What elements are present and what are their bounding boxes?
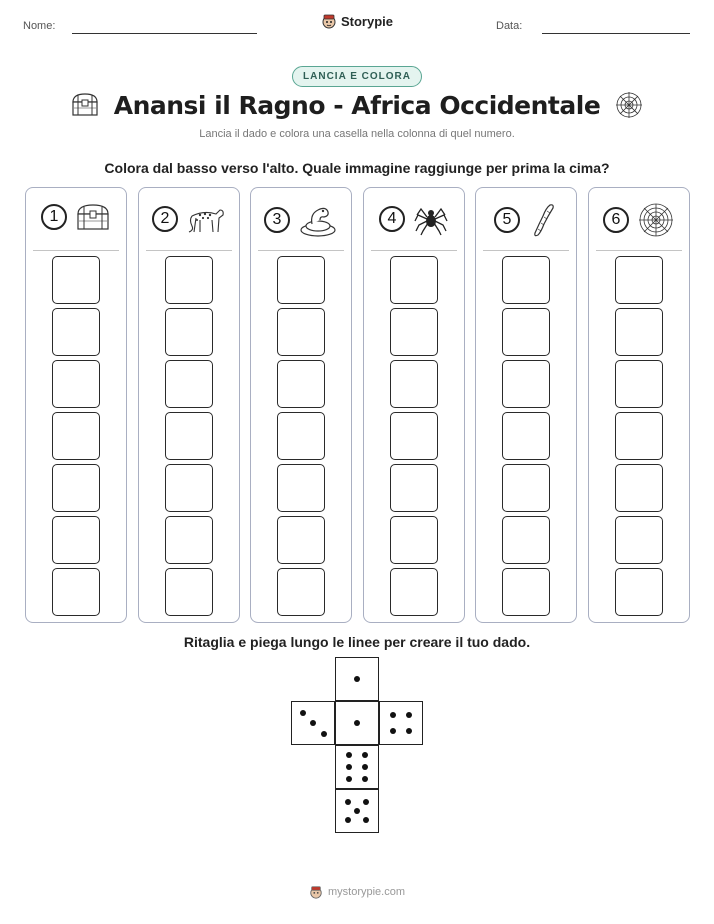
die-face-1[interactable] (335, 657, 379, 701)
storypie-mascot-icon (321, 13, 337, 29)
color-box[interactable] (390, 412, 438, 460)
color-box[interactable] (615, 568, 663, 616)
color-box[interactable] (165, 464, 213, 512)
die-pip (362, 764, 368, 770)
die-pip (362, 776, 368, 782)
color-box[interactable] (165, 516, 213, 564)
color-box[interactable] (52, 308, 100, 356)
die-pip (406, 712, 412, 718)
die-pip (321, 731, 327, 737)
color-box[interactable] (277, 516, 325, 564)
color-box[interactable] (502, 412, 550, 460)
column-6 (588, 187, 690, 623)
color-box[interactable] (52, 568, 100, 616)
die-pip (300, 710, 306, 716)
column-1 (25, 187, 127, 623)
column-number: 1 (41, 204, 67, 230)
die-pip (363, 817, 369, 823)
column-3 (250, 187, 352, 623)
column-4 (363, 187, 465, 623)
color-box[interactable] (165, 256, 213, 304)
name-label: Nome: (23, 20, 56, 32)
color-box[interactable] (277, 412, 325, 460)
die-pip (354, 676, 360, 682)
column-number: 4 (379, 206, 405, 232)
color-box[interactable] (502, 464, 550, 512)
color-box[interactable] (165, 360, 213, 408)
color-box[interactable] (390, 360, 438, 408)
color-box[interactable] (502, 256, 550, 304)
snake-icon (298, 202, 338, 238)
column-2 (138, 187, 240, 623)
color-box[interactable] (615, 412, 663, 460)
page-title: Anansi il Ragno - Africa Occidentale (113, 90, 601, 120)
treasure-chest-icon (75, 202, 111, 232)
color-box[interactable] (52, 412, 100, 460)
spider-web-icon (637, 202, 675, 238)
leopard-icon (186, 202, 226, 236)
die-pip (406, 728, 412, 734)
color-box[interactable] (165, 308, 213, 356)
die-pip (362, 752, 368, 758)
die-pip (363, 799, 369, 805)
color-box[interactable] (277, 568, 325, 616)
storypie-mascot-icon (309, 885, 323, 899)
die-pip (390, 712, 396, 718)
color-box[interactable] (390, 256, 438, 304)
column-number: 2 (152, 206, 178, 232)
color-box[interactable] (615, 360, 663, 408)
color-box[interactable] (615, 464, 663, 512)
die-pip (346, 752, 352, 758)
color-box[interactable] (52, 464, 100, 512)
die-pip (346, 764, 352, 770)
die-face-5[interactable] (335, 789, 379, 833)
column-5 (475, 187, 577, 623)
color-box[interactable] (165, 412, 213, 460)
color-box[interactable] (52, 516, 100, 564)
date-line[interactable] (542, 33, 690, 34)
die-pip (345, 799, 351, 805)
color-box[interactable] (502, 308, 550, 356)
instruction: Colora dal basso verso l'alto. Quale immagine raggiunge per prima la cima? (104, 160, 610, 176)
color-box[interactable] (277, 256, 325, 304)
worm-icon (528, 202, 558, 238)
cut-instruction: Ritaglia e piega lungo le linee per creare il tuo dado. (183, 634, 531, 650)
die-face-6[interactable] (335, 745, 379, 789)
color-box[interactable] (615, 308, 663, 356)
color-box[interactable] (277, 464, 325, 512)
brand-name: Storypie (340, 13, 393, 29)
column-number: 3 (264, 207, 290, 233)
color-box[interactable] (615, 516, 663, 564)
column-number: 6 (603, 207, 629, 233)
die-pip (346, 776, 352, 782)
brand-logo (0, 13, 714, 29)
color-box[interactable] (615, 256, 663, 304)
color-box[interactable] (277, 308, 325, 356)
spider-web-icon (614, 90, 644, 120)
color-box[interactable] (52, 360, 100, 408)
die-face-1-center[interactable] (335, 701, 379, 745)
color-box[interactable] (390, 464, 438, 512)
die-pip (354, 808, 360, 814)
color-box[interactable] (502, 516, 550, 564)
color-box[interactable] (390, 516, 438, 564)
color-box[interactable] (165, 568, 213, 616)
die-face-4[interactable] (379, 701, 423, 745)
column-number: 5 (494, 207, 520, 233)
name-line[interactable] (72, 33, 257, 34)
die-pip (354, 720, 360, 726)
color-box[interactable] (277, 360, 325, 408)
color-box[interactable] (390, 308, 438, 356)
subtitle: Lancia il dado e colora una casella nella colonna di quel numero. (199, 128, 515, 140)
die-pip (390, 728, 396, 734)
color-box[interactable] (502, 568, 550, 616)
color-box[interactable] (52, 256, 100, 304)
footer (0, 885, 714, 899)
spider-icon (413, 202, 449, 236)
color-box[interactable] (390, 568, 438, 616)
color-box[interactable] (502, 360, 550, 408)
die-pip (310, 720, 316, 726)
footer-url[interactable]: mystorypie.com (327, 886, 406, 898)
activity-badge: LANCIA E COLORA (292, 66, 422, 87)
die-face-3[interactable] (291, 701, 335, 745)
treasure-chest-icon (70, 92, 100, 118)
die-pip (345, 817, 351, 823)
date-label: Data: (496, 20, 523, 32)
